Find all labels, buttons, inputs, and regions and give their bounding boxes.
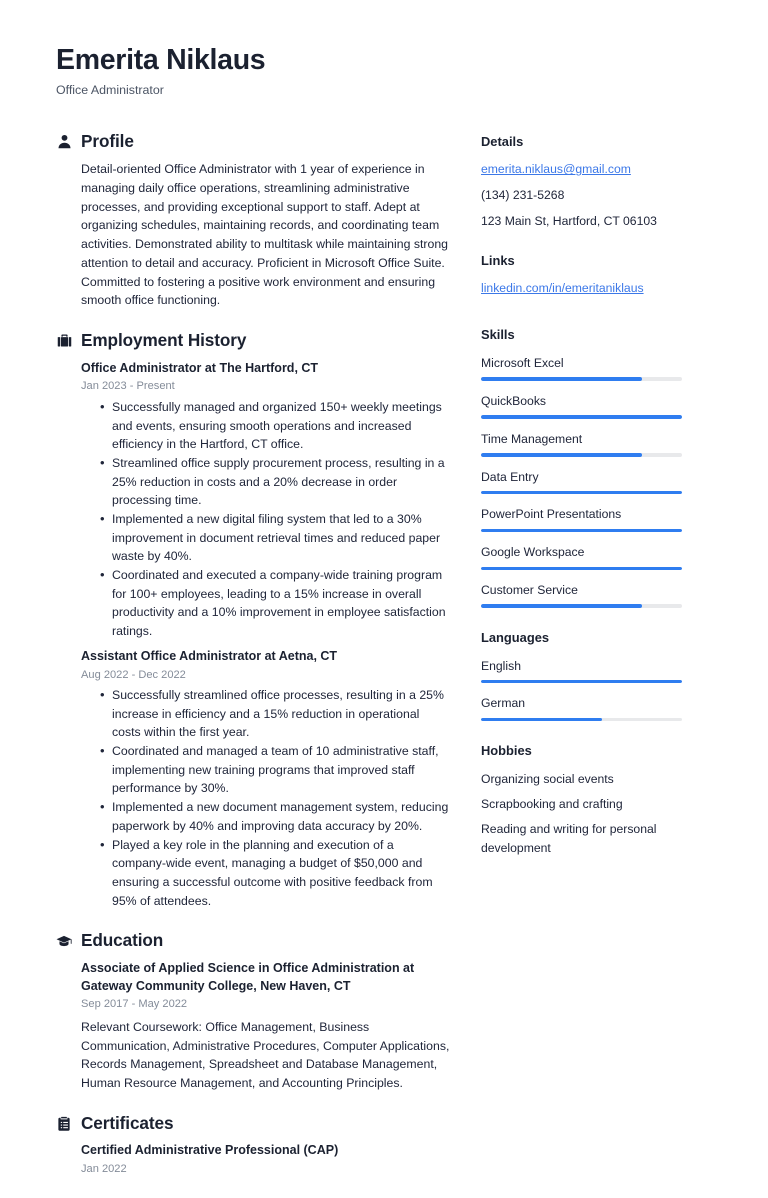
- skill-fill: [481, 377, 642, 381]
- skill-fill: [481, 604, 642, 608]
- sidebar-column: [481, 131, 682, 880]
- certificate-entry-title: Certified Administrative Professional (CAP): [81, 1143, 339, 1158]
- language-label: German: [481, 696, 526, 711]
- skill-item: [481, 505, 682, 532]
- language-track: [481, 718, 682, 722]
- graduation-cap-icon: [56, 933, 72, 949]
- candidate-job-title: Office Administrator: [56, 82, 164, 97]
- bullet-item: • Played a key role in the planning and execution of a company-wide event, managing a budget of $50,000 and ensuring a successful outcome with positive feedback from 95% of attendees.: [100, 836, 451, 911]
- employment-entry-bullets: [81, 686, 451, 910]
- skill-label: Microsoft Excel: [481, 355, 564, 370]
- sidebar-languages-title: Languages: [481, 630, 550, 646]
- phone-text: (134) 231-5268: [481, 188, 565, 203]
- bullet-item: • Coordinated and managed a team of 10 administrative staff, implementing new training programs that improved staff performance by 30%.: [100, 742, 451, 798]
- resume-header: [0, 0, 768, 98]
- section-certificates-head: [56, 1113, 451, 1134]
- employment-entry-date: Jan 2023 - Present: [81, 380, 175, 393]
- certificate-entry: [81, 1142, 451, 1177]
- sidebar-links: [481, 253, 682, 305]
- language-fill: [481, 680, 682, 684]
- skill-label: Customer Service: [481, 583, 578, 598]
- employment-entry-title: Office Administrator at The Hartford, CT: [81, 360, 319, 375]
- skill-fill: [481, 453, 642, 457]
- skill-track: [481, 377, 682, 381]
- skill-fill: [481, 491, 682, 495]
- education-entry-date: Sep 2017 - May 2022: [81, 998, 188, 1011]
- skill-track: [481, 529, 682, 533]
- section-certificates-title: Certificates: [81, 1112, 174, 1133]
- bullet-item: • Successfully streamlined office processes, resulting in a 25% increase in efficiency and a 15% reduction in operational costs within the first year.: [100, 686, 451, 742]
- section-profile-body: [56, 160, 451, 310]
- skill-track: [481, 415, 682, 419]
- skill-item: [481, 430, 682, 457]
- bullet-item: • Successfully managed and organized 150+ weekly meetings and events, ensuring smooth operations and increased efficiency in the Hartford, CT office.: [100, 398, 451, 454]
- skill-label: PowerPoint Presentations: [481, 507, 622, 522]
- employment-entry: [81, 360, 451, 641]
- section-profile: [56, 131, 451, 310]
- section-employment-title: Employment History: [81, 329, 247, 350]
- skill-item: [481, 354, 682, 381]
- section-certificates: [56, 1113, 451, 1178]
- language-label: English: [481, 658, 521, 673]
- section-employment-head: [56, 330, 451, 351]
- section-employment-body: [56, 360, 451, 911]
- skill-track: [481, 567, 682, 571]
- skill-track: [481, 604, 682, 608]
- skill-fill: [481, 567, 682, 571]
- bullet-item: • Streamlined office supply procurement process, resulting in a 25% reduction in costs and a 20% decrease in order processing time.: [100, 454, 451, 510]
- section-education-head: [56, 930, 451, 951]
- employment-entry-date: Aug 2022 - Dec 2022: [81, 668, 186, 681]
- skill-label: Google Workspace: [481, 545, 585, 560]
- section-profile-head: [56, 131, 451, 152]
- section-education-body: [56, 960, 451, 1093]
- sidebar-details: [481, 134, 682, 231]
- sidebar-hobbies-title: Hobbies: [481, 743, 532, 759]
- skill-item: [481, 543, 682, 570]
- person-icon: [56, 133, 72, 149]
- skill-fill: [481, 529, 682, 533]
- section-education: [56, 930, 451, 1092]
- sidebar-skills: [481, 327, 682, 608]
- language-fill: [481, 718, 602, 722]
- skill-item: [481, 468, 682, 495]
- skill-label: Data Entry: [481, 469, 539, 484]
- section-certificates-body: [56, 1142, 451, 1177]
- sidebar-links-title: Links: [481, 252, 515, 268]
- hobby-item: Scrapbooking and crafting: [481, 796, 623, 811]
- sidebar-details-title: Details: [481, 133, 524, 149]
- briefcase-icon: [56, 332, 72, 348]
- email-link[interactable]: emerita.niklaus@gmail.com: [481, 162, 631, 177]
- main-column: [56, 131, 481, 1198]
- bullet-item: • Coordinated and executed a company-wide training program for 100+ employees, leading to a 15% increase in overall productivity and a 10% improvement in employee satisfaction ratings.: [100, 566, 451, 641]
- address-text: 123 Main St, Hartford, CT 06103: [481, 214, 657, 229]
- hobby-item: Organizing social events: [481, 771, 614, 786]
- education-entry-title: Associate of Applied Science in Office Administration at Gateway Community College, New Haven, CT: [81, 960, 415, 993]
- skill-track: [481, 453, 682, 457]
- profile-text: Detail-oriented Office Administrator with 1 year of experience in managing daily office operations, streamlining administrative processes, and providing exceptional support to staff. Adept at organizing schedules, maintaining records, and coordinating team activities. Demonstrated ability to multitask while maintaining strong attention to detail and accuracy. Proficient in Microsoft Office Suite. Committed to fostering a positive work environment and ensuring smooth office functioning.: [81, 162, 449, 308]
- skill-item: [481, 581, 682, 608]
- certificate-entry-date: Jan 2022: [81, 1163, 127, 1176]
- section-employment: [56, 330, 451, 910]
- education-entry: [81, 960, 451, 1093]
- sidebar-languages: [481, 630, 682, 721]
- resume-columns: [0, 131, 768, 1198]
- sidebar-skills-title: Skills: [481, 327, 515, 343]
- bullet-item: • Implemented a new document management system, reducing paperwork by 40% and improving data accuracy by 20%.: [100, 798, 451, 835]
- linkedin-link[interactable]: linkedin.com/in/emeritaniklaus: [481, 281, 644, 296]
- skill-fill: [481, 415, 682, 419]
- employment-entry-title: Assistant Office Administrator at Aetna, CT: [81, 648, 338, 663]
- skill-label: QuickBooks: [481, 393, 547, 408]
- language-track: [481, 680, 682, 684]
- skill-label: Time Management: [481, 431, 583, 446]
- clipboard-icon: [56, 1115, 72, 1131]
- language-item: [481, 657, 682, 684]
- bullet-item: • Implemented a new digital filing system that led to a 30% improvement in document retrieval times and reduced paper waste by 40%.: [100, 510, 451, 566]
- sidebar-hobbies: [481, 743, 682, 857]
- section-profile-title: Profile: [81, 130, 134, 151]
- language-item: [481, 694, 682, 721]
- skill-item: [481, 392, 682, 419]
- candidate-name: Emerita Niklaus: [56, 44, 266, 76]
- employment-entry-bullets: [81, 398, 451, 641]
- employment-entry: [81, 648, 451, 911]
- education-entry-description: Relevant Coursework: Office Management, Business Communication, Administrative Procedures, Computer Applications, Records Management, Spreadsheet and Database Management, Human Resource Management, and Accounting Principles.: [81, 1019, 450, 1091]
- section-education-title: Education: [81, 930, 164, 951]
- skill-track: [481, 491, 682, 495]
- hobby-item: Reading and writing for personal development: [481, 821, 657, 855]
